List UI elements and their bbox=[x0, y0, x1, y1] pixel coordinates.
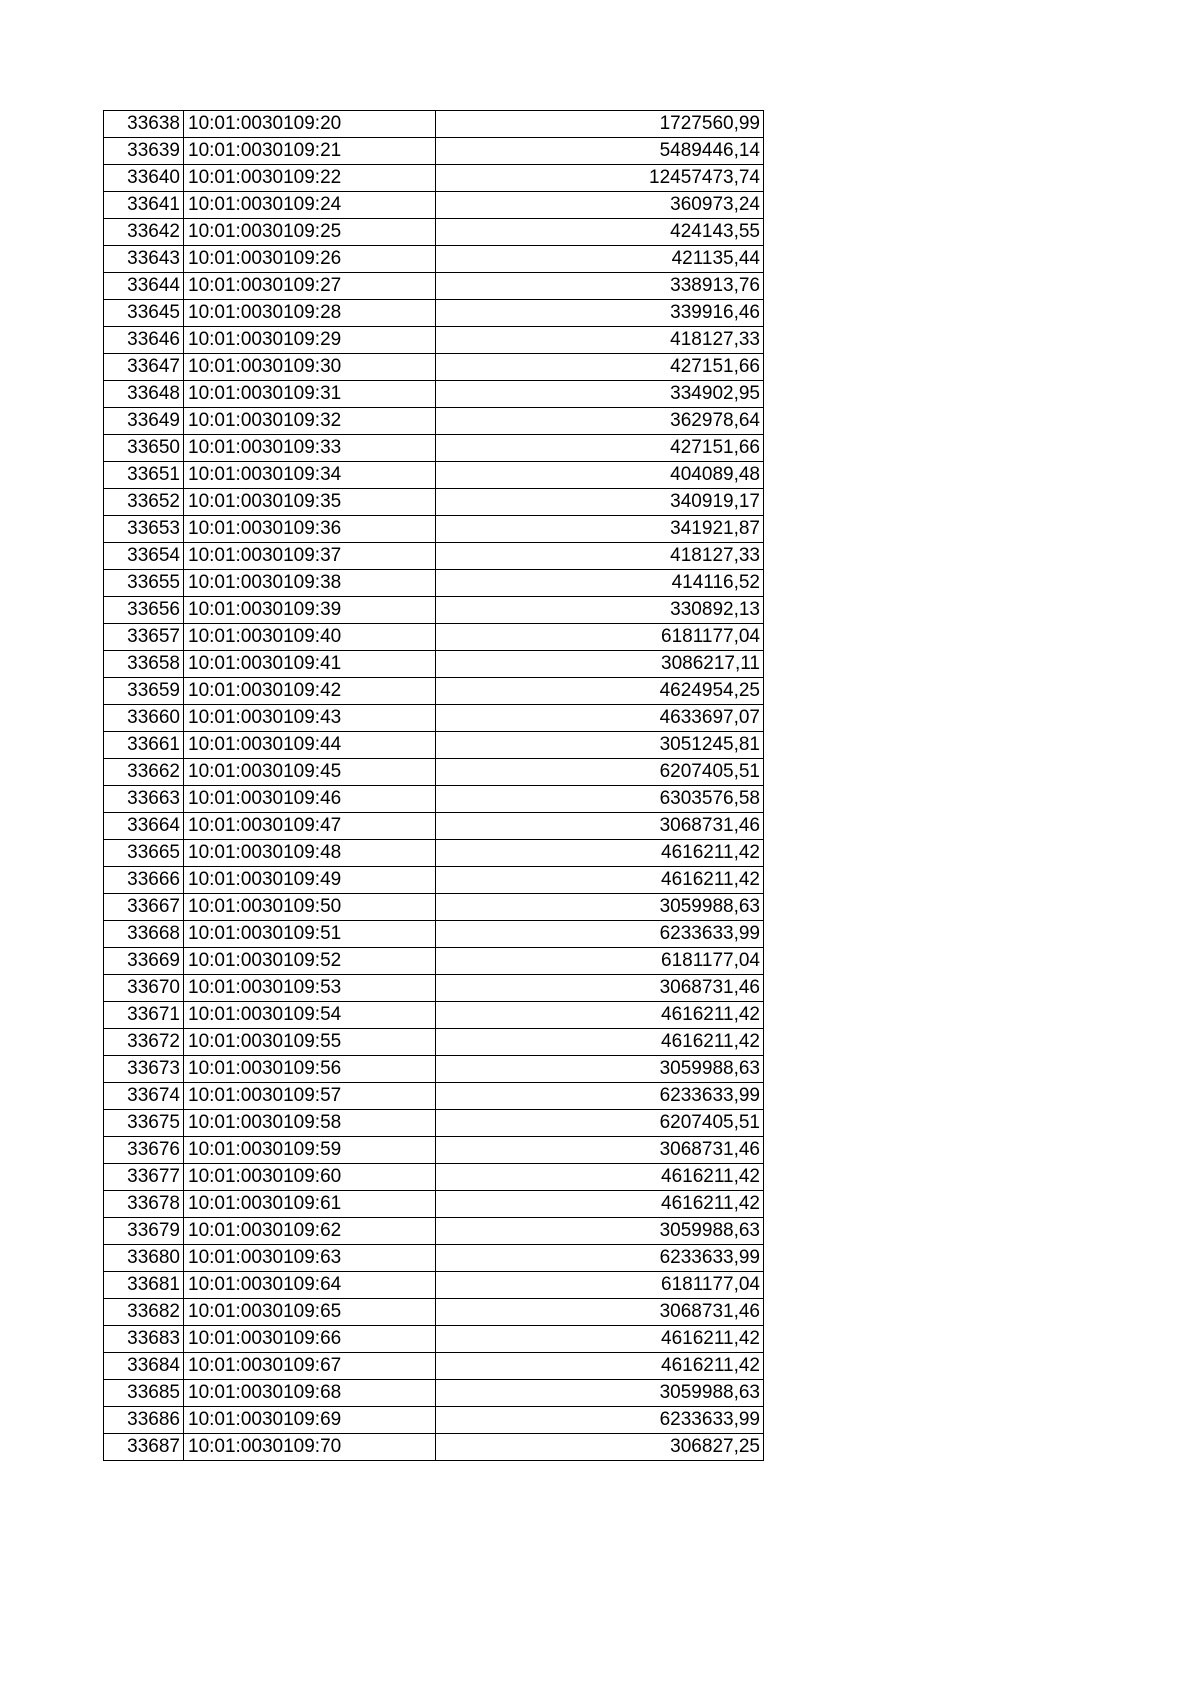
cadastral-value-cell: 6207405,51 bbox=[436, 1110, 764, 1137]
row-number-cell: 33666 bbox=[104, 867, 184, 894]
table-row bbox=[104, 921, 764, 948]
cadastral-value-cell: 5489446,14 bbox=[436, 138, 764, 165]
cadastral-number-cell: 10:01:0030109:41 bbox=[184, 651, 436, 678]
cadastral-value-cell: 418127,33 bbox=[436, 543, 764, 570]
table-row bbox=[104, 462, 764, 489]
cadastral-number-cell: 10:01:0030109:27 bbox=[184, 273, 436, 300]
table-row bbox=[104, 1326, 764, 1353]
cadastral-number-cell: 10:01:0030109:66 bbox=[184, 1326, 436, 1353]
row-number-cell: 33668 bbox=[104, 921, 184, 948]
cadastral-number-cell: 10:01:0030109:25 bbox=[184, 219, 436, 246]
table-row bbox=[104, 408, 764, 435]
row-number-cell: 33648 bbox=[104, 381, 184, 408]
row-number-cell: 33656 bbox=[104, 597, 184, 624]
cadastral-value-cell: 4616211,42 bbox=[436, 1353, 764, 1380]
row-number-cell: 33667 bbox=[104, 894, 184, 921]
row-number-cell: 33638 bbox=[104, 111, 184, 138]
table-row bbox=[104, 624, 764, 651]
row-number-cell: 33647 bbox=[104, 354, 184, 381]
cadastral-value-cell: 6207405,51 bbox=[436, 759, 764, 786]
cadastral-number-cell: 10:01:0030109:39 bbox=[184, 597, 436, 624]
cadastral-value-cell: 4616211,42 bbox=[436, 840, 764, 867]
table-row bbox=[104, 435, 764, 462]
table-row bbox=[104, 732, 764, 759]
cadastral-number-cell: 10:01:0030109:65 bbox=[184, 1299, 436, 1326]
row-number-cell: 33640 bbox=[104, 165, 184, 192]
table-row bbox=[104, 1137, 764, 1164]
cadastral-value-cell: 3068731,46 bbox=[436, 975, 764, 1002]
row-number-cell: 33679 bbox=[104, 1218, 184, 1245]
row-number-cell: 33645 bbox=[104, 300, 184, 327]
cadastral-number-cell: 10:01:0030109:62 bbox=[184, 1218, 436, 1245]
cadastral-value-cell: 6303576,58 bbox=[436, 786, 764, 813]
table-row bbox=[104, 273, 764, 300]
cadastral-number-cell: 10:01:0030109:35 bbox=[184, 489, 436, 516]
cadastral-number-cell: 10:01:0030109:69 bbox=[184, 1407, 436, 1434]
table-row bbox=[104, 1002, 764, 1029]
cadastral-value-cell: 339916,46 bbox=[436, 300, 764, 327]
table-row bbox=[104, 840, 764, 867]
row-number-cell: 33685 bbox=[104, 1380, 184, 1407]
row-number-cell: 33642 bbox=[104, 219, 184, 246]
cadastral-value-cell: 4624954,25 bbox=[436, 678, 764, 705]
table-row bbox=[104, 1245, 764, 1272]
cadastral-value-cell: 418127,33 bbox=[436, 327, 764, 354]
row-number-cell: 33653 bbox=[104, 516, 184, 543]
cadastral-value-cell: 6233633,99 bbox=[436, 1083, 764, 1110]
table-row bbox=[104, 975, 764, 1002]
table-row bbox=[104, 948, 764, 975]
cadastral-value-cell: 4616211,42 bbox=[436, 1029, 764, 1056]
cadastral-value-cell: 362978,64 bbox=[436, 408, 764, 435]
cadastral-value-cell: 3059988,63 bbox=[436, 1380, 764, 1407]
table-row bbox=[104, 354, 764, 381]
cadastral-number-cell: 10:01:0030109:36 bbox=[184, 516, 436, 543]
table-row bbox=[104, 1380, 764, 1407]
table-row bbox=[104, 165, 764, 192]
table-row bbox=[104, 489, 764, 516]
cadastral-number-cell: 10:01:0030109:54 bbox=[184, 1002, 436, 1029]
table-row bbox=[104, 1407, 764, 1434]
cadastral-value-cell: 3059988,63 bbox=[436, 1218, 764, 1245]
row-number-cell: 33681 bbox=[104, 1272, 184, 1299]
cadastral-number-cell: 10:01:0030109:37 bbox=[184, 543, 436, 570]
cadastral-value-cell: 6181177,04 bbox=[436, 948, 764, 975]
row-number-cell: 33683 bbox=[104, 1326, 184, 1353]
table-row bbox=[104, 705, 764, 732]
table-row bbox=[104, 516, 764, 543]
cadastral-number-cell: 10:01:0030109:64 bbox=[184, 1272, 436, 1299]
row-number-cell: 33661 bbox=[104, 732, 184, 759]
table-row bbox=[104, 1056, 764, 1083]
cadastral-number-cell: 10:01:0030109:42 bbox=[184, 678, 436, 705]
row-number-cell: 33671 bbox=[104, 1002, 184, 1029]
cadastral-value-cell: 4633697,07 bbox=[436, 705, 764, 732]
cadastral-value-cell: 404089,48 bbox=[436, 462, 764, 489]
row-number-cell: 33662 bbox=[104, 759, 184, 786]
cadastral-value-cell: 3068731,46 bbox=[436, 1137, 764, 1164]
cadastral-number-cell: 10:01:0030109:53 bbox=[184, 975, 436, 1002]
cadastral-value-cell: 424143,55 bbox=[436, 219, 764, 246]
row-number-cell: 33674 bbox=[104, 1083, 184, 1110]
row-number-cell: 33643 bbox=[104, 246, 184, 273]
row-number-cell: 33654 bbox=[104, 543, 184, 570]
cadastral-number-cell: 10:01:0030109:29 bbox=[184, 327, 436, 354]
row-number-cell: 33660 bbox=[104, 705, 184, 732]
row-number-cell: 33655 bbox=[104, 570, 184, 597]
row-number-cell: 33641 bbox=[104, 192, 184, 219]
cadastral-number-cell: 10:01:0030109:22 bbox=[184, 165, 436, 192]
table-row bbox=[104, 138, 764, 165]
row-number-cell: 33650 bbox=[104, 435, 184, 462]
cadastral-value-cell: 427151,66 bbox=[436, 435, 764, 462]
row-number-cell: 33646 bbox=[104, 327, 184, 354]
cadastral-number-cell: 10:01:0030109:32 bbox=[184, 408, 436, 435]
cadastral-number-cell: 10:01:0030109:34 bbox=[184, 462, 436, 489]
row-number-cell: 33665 bbox=[104, 840, 184, 867]
row-number-cell: 33658 bbox=[104, 651, 184, 678]
table-row bbox=[104, 300, 764, 327]
cadastral-number-cell: 10:01:0030109:56 bbox=[184, 1056, 436, 1083]
cadastral-number-cell: 10:01:0030109:46 bbox=[184, 786, 436, 813]
table-row bbox=[104, 219, 764, 246]
cadastral-number-cell: 10:01:0030109:59 bbox=[184, 1137, 436, 1164]
cadastral-number-cell: 10:01:0030109:67 bbox=[184, 1353, 436, 1380]
table-row bbox=[104, 570, 764, 597]
table-row bbox=[104, 1299, 764, 1326]
cadastral-value-cell: 6233633,99 bbox=[436, 1407, 764, 1434]
cadastral-value-cell: 6181177,04 bbox=[436, 624, 764, 651]
cadastral-value-table bbox=[103, 110, 764, 1461]
table-row bbox=[104, 1434, 764, 1461]
table-row bbox=[104, 1218, 764, 1245]
table-row bbox=[104, 381, 764, 408]
cadastral-value-cell: 4616211,42 bbox=[436, 1191, 764, 1218]
table-row bbox=[104, 894, 764, 921]
cadastral-number-cell: 10:01:0030109:63 bbox=[184, 1245, 436, 1272]
cadastral-number-cell: 10:01:0030109:40 bbox=[184, 624, 436, 651]
table-row bbox=[104, 1083, 764, 1110]
row-number-cell: 33644 bbox=[104, 273, 184, 300]
table-row bbox=[104, 759, 764, 786]
table-row bbox=[104, 1110, 764, 1137]
cadastral-number-cell: 10:01:0030109:51 bbox=[184, 921, 436, 948]
cadastral-value-cell: 12457473,74 bbox=[436, 165, 764, 192]
cadastral-value-cell: 421135,44 bbox=[436, 246, 764, 273]
row-number-cell: 33676 bbox=[104, 1137, 184, 1164]
cadastral-value-cell: 306827,25 bbox=[436, 1434, 764, 1461]
row-number-cell: 33670 bbox=[104, 975, 184, 1002]
row-number-cell: 33686 bbox=[104, 1407, 184, 1434]
table-row bbox=[104, 813, 764, 840]
cadastral-number-cell: 10:01:0030109:49 bbox=[184, 867, 436, 894]
cadastral-number-cell: 10:01:0030109:70 bbox=[184, 1434, 436, 1461]
cadastral-number-cell: 10:01:0030109:38 bbox=[184, 570, 436, 597]
cadastral-value-cell: 4616211,42 bbox=[436, 1002, 764, 1029]
cadastral-value-cell: 330892,13 bbox=[436, 597, 764, 624]
cadastral-value-cell: 4616211,42 bbox=[436, 1326, 764, 1353]
row-number-cell: 33672 bbox=[104, 1029, 184, 1056]
row-number-cell: 33687 bbox=[104, 1434, 184, 1461]
row-number-cell: 33651 bbox=[104, 462, 184, 489]
cadastral-value-cell: 360973,24 bbox=[436, 192, 764, 219]
cadastral-number-cell: 10:01:0030109:20 bbox=[184, 111, 436, 138]
cadastral-value-cell: 3059988,63 bbox=[436, 894, 764, 921]
cadastral-number-cell: 10:01:0030109:61 bbox=[184, 1191, 436, 1218]
document-sheet bbox=[103, 110, 764, 1461]
cadastral-number-cell: 10:01:0030109:30 bbox=[184, 354, 436, 381]
cadastral-number-cell: 10:01:0030109:52 bbox=[184, 948, 436, 975]
cadastral-value-cell: 4616211,42 bbox=[436, 1164, 764, 1191]
row-number-cell: 33677 bbox=[104, 1164, 184, 1191]
cadastral-value-cell: 340919,17 bbox=[436, 489, 764, 516]
cadastral-value-cell: 3068731,46 bbox=[436, 1299, 764, 1326]
row-number-cell: 33673 bbox=[104, 1056, 184, 1083]
cadastral-value-cell: 3068731,46 bbox=[436, 813, 764, 840]
table-row bbox=[104, 867, 764, 894]
cadastral-number-cell: 10:01:0030109:24 bbox=[184, 192, 436, 219]
cadastral-number-cell: 10:01:0030109:68 bbox=[184, 1380, 436, 1407]
table-row bbox=[104, 1272, 764, 1299]
cadastral-value-cell: 1727560,99 bbox=[436, 111, 764, 138]
cadastral-number-cell: 10:01:0030109:44 bbox=[184, 732, 436, 759]
table-row bbox=[104, 678, 764, 705]
row-number-cell: 33664 bbox=[104, 813, 184, 840]
table-row bbox=[104, 651, 764, 678]
cadastral-value-cell: 334902,95 bbox=[436, 381, 764, 408]
cadastral-number-cell: 10:01:0030109:26 bbox=[184, 246, 436, 273]
cadastral-value-cell: 338913,76 bbox=[436, 273, 764, 300]
cadastral-value-cell: 6233633,99 bbox=[436, 1245, 764, 1272]
table-row bbox=[104, 786, 764, 813]
cadastral-number-cell: 10:01:0030109:45 bbox=[184, 759, 436, 786]
row-number-cell: 33652 bbox=[104, 489, 184, 516]
cadastral-value-cell: 6181177,04 bbox=[436, 1272, 764, 1299]
cadastral-number-cell: 10:01:0030109:21 bbox=[184, 138, 436, 165]
table-row bbox=[104, 1191, 764, 1218]
row-number-cell: 33675 bbox=[104, 1110, 184, 1137]
table-row bbox=[104, 111, 764, 138]
row-number-cell: 33639 bbox=[104, 138, 184, 165]
row-number-cell: 33663 bbox=[104, 786, 184, 813]
table-row bbox=[104, 543, 764, 570]
cadastral-number-cell: 10:01:0030109:31 bbox=[184, 381, 436, 408]
cadastral-number-cell: 10:01:0030109:57 bbox=[184, 1083, 436, 1110]
cadastral-number-cell: 10:01:0030109:48 bbox=[184, 840, 436, 867]
cadastral-value-cell: 3086217,11 bbox=[436, 651, 764, 678]
row-number-cell: 33682 bbox=[104, 1299, 184, 1326]
cadastral-number-cell: 10:01:0030109:55 bbox=[184, 1029, 436, 1056]
cadastral-number-cell: 10:01:0030109:28 bbox=[184, 300, 436, 327]
cadastral-number-cell: 10:01:0030109:60 bbox=[184, 1164, 436, 1191]
cadastral-number-cell: 10:01:0030109:58 bbox=[184, 1110, 436, 1137]
cadastral-value-cell: 3051245,81 bbox=[436, 732, 764, 759]
cadastral-value-cell: 427151,66 bbox=[436, 354, 764, 381]
table-row bbox=[104, 327, 764, 354]
row-number-cell: 33684 bbox=[104, 1353, 184, 1380]
table-row bbox=[104, 246, 764, 273]
cadastral-value-cell: 414116,52 bbox=[436, 570, 764, 597]
cadastral-number-cell: 10:01:0030109:50 bbox=[184, 894, 436, 921]
row-number-cell: 33678 bbox=[104, 1191, 184, 1218]
cadastral-value-cell: 341921,87 bbox=[436, 516, 764, 543]
cadastral-value-cell: 4616211,42 bbox=[436, 867, 764, 894]
row-number-cell: 33649 bbox=[104, 408, 184, 435]
cadastral-number-cell: 10:01:0030109:33 bbox=[184, 435, 436, 462]
table-body bbox=[104, 111, 764, 1461]
cadastral-value-cell: 6233633,99 bbox=[436, 921, 764, 948]
table-row bbox=[104, 192, 764, 219]
cadastral-number-cell: 10:01:0030109:47 bbox=[184, 813, 436, 840]
cadastral-number-cell: 10:01:0030109:43 bbox=[184, 705, 436, 732]
table-row bbox=[104, 1353, 764, 1380]
row-number-cell: 33659 bbox=[104, 678, 184, 705]
table-row bbox=[104, 597, 764, 624]
row-number-cell: 33680 bbox=[104, 1245, 184, 1272]
row-number-cell: 33657 bbox=[104, 624, 184, 651]
table-row bbox=[104, 1029, 764, 1056]
row-number-cell: 33669 bbox=[104, 948, 184, 975]
table-row bbox=[104, 1164, 764, 1191]
cadastral-value-cell: 3059988,63 bbox=[436, 1056, 764, 1083]
